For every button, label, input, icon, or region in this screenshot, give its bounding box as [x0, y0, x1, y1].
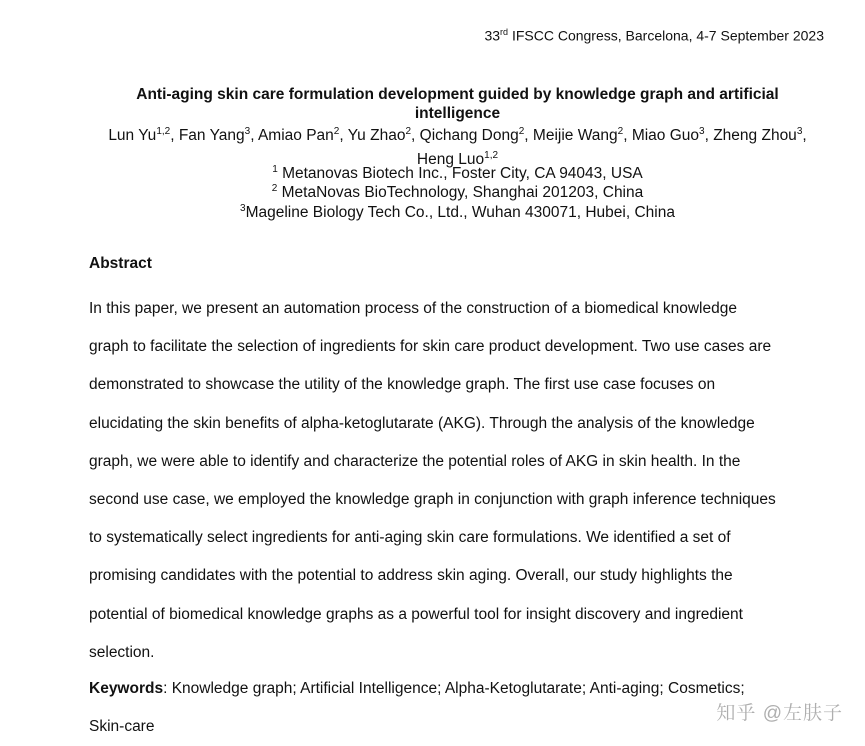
conference-header: 33rd IFSCC Congress, Barcelona, 4-7 September 2023: [484, 27, 824, 44]
affiliation-3: $^3$Mageline Biology Tech Co., Ltd., Wuhan 430071, Hubei, China: [240, 203, 675, 222]
abstract-line: second use case, we employed the knowledge graph in conjunction with graph inference techniques: [89, 491, 776, 509]
keywords-text: : Knowledge graph; Artificial Intelligence; Alpha-Ketoglutarate; Anti-aging; Cosmetics;: [163, 680, 745, 697]
abstract-line: elucidating the skin benefits of alpha-ketoglutarate (AKG). Through the analysis of the knowledge: [89, 414, 755, 432]
author-affiliation: 2: [333, 126, 340, 137]
author-name: Yu Zhao: [347, 127, 406, 145]
author-affiliation: 1,2: [156, 126, 171, 137]
abstract-body: [89, 290, 829, 672]
author-name: Qichang Dong: [419, 127, 519, 145]
author-affiliation: 3: [244, 126, 251, 137]
abstract-line: demonstrated to showcase the utility of the knowledge graph. The first use case focuses on: [89, 376, 716, 394]
author-affiliation: 3: [699, 126, 705, 137]
keywords-line-2: Skin-care: [89, 718, 155, 735]
author-affiliation: 2: [518, 126, 525, 137]
author: [713, 127, 802, 144]
abstract-line: graph to facilitate the selection of ingredients for skin care product development. Two use cases are: [89, 338, 772, 356]
author-name: Heng Luo: [416, 151, 485, 169]
author-name: Amiao Pan: [257, 127, 334, 145]
abstract-line: promising candidates with the potential to address skin aging. Overall, our study highlights the: [89, 567, 733, 585]
author-affiliation: 1,2: [484, 150, 499, 162]
author: [348, 127, 411, 144]
affiliation-1: $^1$ Metanovas Biotech Inc., Foster City, CA 94043, USA: [272, 164, 643, 183]
author-affiliation: 2: [405, 126, 412, 137]
author-name: Miao Guo: [631, 127, 700, 145]
author-affiliation: 2: [617, 126, 624, 137]
author: [632, 127, 705, 144]
abstract-line: selection.: [89, 643, 155, 661]
author-list: Lun Yu$^{1,2}$, Fan Yang$^3$, Amiao Pan$^2$, Yu Zhao$^2$, Qichang Dong$^2$, Meijie Wang$^2$, Miao Guo$^3$, Zheng Zhou$^3$, Heng Luo$^{1,2}$: [108, 126, 807, 169]
keywords-label: Keywords: [89, 680, 164, 697]
paper-title: Anti-aging skin care formulation development guided by knowledge graph and artificial intelligence: [136, 86, 779, 122]
abstract-line: potential of biomedical knowledge graphs as a powerful tool for insight discovery and ingredient: [89, 605, 743, 623]
abstract-line: to systematically select ingredients for anti-aging skin care formulations. We identified a set of: [89, 529, 731, 547]
author: [258, 127, 339, 144]
abstract-heading: Abstract: [89, 255, 152, 272]
affiliation-2: $^2$ MetaNovas BioTechnology, Shanghai 201203, China: [271, 183, 644, 202]
author: [179, 127, 250, 144]
author: [533, 127, 623, 144]
author-name: Meijie Wang: [532, 127, 618, 145]
zhihu-watermark: 知乎 @左肤子: [716, 703, 843, 724]
author-affiliation: 3: [796, 126, 803, 137]
author-name: Lun Yu: [108, 127, 157, 145]
author: [420, 127, 525, 144]
abstract-line: In this paper, we present an automation process of the construction of a biomedical knowledge: [89, 300, 737, 317]
abstract-line: graph, we were able to identify and characterize the potential roles of AKG in skin health. In the: [89, 452, 741, 470]
author-name: Fan Yang: [178, 127, 245, 145]
author-name: Zheng Zhou: [713, 127, 797, 145]
author: [108, 127, 170, 144]
